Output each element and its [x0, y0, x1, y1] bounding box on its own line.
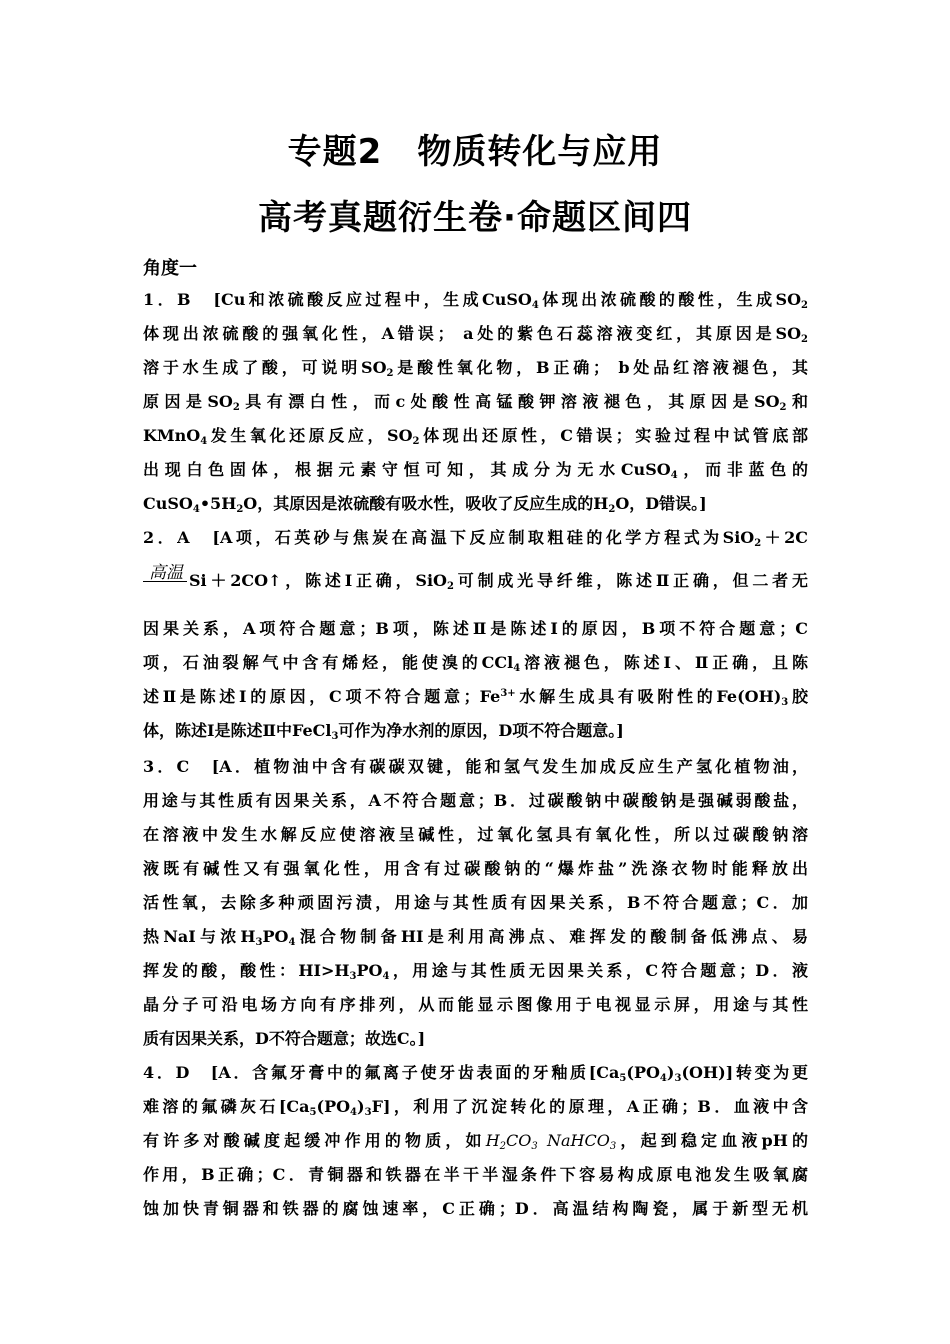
answer-2-line-3: 因果关系，A项符合题意；B项，陈述Ⅱ是陈述Ⅰ的原因，B项不符合题意；C: [143, 619, 808, 638]
answer-3-line-3: 在溶液中发生水解反应使溶液呈碱性，过氧化氢具有氧化性，所以过碳酸钠溶: [143, 825, 808, 844]
answer-3-line-9: 质有因果关系，D不符合题意；故选C。]: [143, 1029, 426, 1048]
answer-4-line-1: 4．D [A．含氟牙膏中的氟离子使牙齿表面的牙釉质$[Ca_5(PO_4)_3(OH)]$转变为更: [143, 1063, 808, 1084]
answer-4-line-3: 有许多对酸碱度起缓冲作用的物质，如$H_2CO_3$ NaHCO$_3$，起到稳定血液pH的: [143, 1131, 808, 1152]
answer-2-line-6: 体，陈述Ⅰ是陈述Ⅱ中FeCl$_3$可作为净水剂的原因，D项不符合题意。]: [143, 721, 624, 742]
document-title: 专题2 物质转化与应用: [287, 132, 663, 172]
document-subtitle: 高考真题衍生卷·命题区间四: [258, 198, 692, 238]
answer-1-line-1: 1．B [Cu和浓硫酸反应过程中，生成CuSO$_4$体现出浓硫酸的酸性，生成$SO_2$: [143, 290, 808, 311]
answer-3-line-1: 3．C [A．植物油中含有碳碳双键，能和氢气发生加成反应生产氢化植物油，: [143, 757, 808, 776]
answer-2-line-4: 项，石油裂解气中含有烯烃，能使溴的CCl$_4$溶液褪色，陈述Ⅰ、Ⅱ正确，且陈: [143, 653, 808, 674]
answer-2-line-1: 2．A [A项，石英砂与焦炭在高温下反应制取粗硅的化学方程式为SiO$_2$＋2C: [143, 528, 808, 549]
answer-3-line-7: 挥发的酸，酸性：$HI>H_3PO_4$，用途与其性质无因果关系，C符合题意；D．液: [143, 961, 808, 982]
answer-2-line-5: 述Ⅱ是陈述Ⅰ的原因，C项不符合题意；$Fe^{3+}$水解生成具有吸附性的$Fe(OH)_3$胶: [143, 687, 808, 708]
answer-3-line-2: 用途与其性质有因果关系，A不符合题意；B．过碳酸钠中碳酸钠是强碱弱酸盐，: [143, 791, 808, 810]
answer-1-line-3: 溶于水生成了酸，可说明$SO_2$是酸性氧化物，B正确； b处品红溶液褪色，其: [143, 358, 808, 379]
answer-4-line-4: 作用，B正确；C．青铜器和铁器在半干半湿条件下容易构成原电池发生吸氧腐: [143, 1165, 808, 1184]
answer-1-line-4: 原因是$SO_2$具有漂白性，而c处酸性高锰酸钾溶液褪色，其原因是$SO_2$和: [143, 392, 808, 413]
answer-3-line-8: 晶分子可沿电场方向有序排列，从而能显示图像用于电视显示屏，用途与其性: [143, 995, 808, 1014]
answer-3-line-4: 液既有碱性又有强氧化性，用含有过碳酸钠的“爆炸盐”洗涤衣物时能释放出: [143, 859, 808, 878]
reaction-arrow-line: [143, 581, 187, 582]
answer-4-line-2: 难溶的氟磷灰石$[Ca_5(PO_4)_3F]$，利用了沉淀转化的原理，A正确；B．血液中含: [143, 1097, 808, 1118]
answer-1-line-6: 出现白色固体，根据元素守恒可知，其成分为无水CuSO$_4$，而非蓝色的: [143, 460, 808, 481]
answer-1-line-7: $CuSO_4•5H_2O$，其原因是浓硫酸有吸水性，吸收了反应生成的$H_2O$，D错误。]: [143, 494, 707, 515]
answer-3-line-6: 热NaI与浓$H_3PO_4$混合物制备HI是利用高沸点、难挥发的酸制备低沸点、易: [143, 927, 808, 948]
answer-1-line-2: 体现出浓硫酸的强氧化性，A错误； a处的紫色石蕊溶液变红，其原因是$SO_2$: [143, 324, 808, 345]
answer-3-line-5: 活性氧，去除多种顽固污渍，用途与其性质有因果关系，B不符合题意；C．加: [143, 893, 808, 912]
answer-4-line-5: 蚀加快青铜器和铁器的腐蚀速率，C正确；D．高温结构陶瓷，属于新型无机: [143, 1199, 808, 1218]
section-label: 角度一: [143, 258, 197, 279]
answer-1-line-5: KMnO$_4$发生氧化还原反应，$SO_2$体现出还原性，C错误；实验过程中试管底部: [143, 426, 808, 447]
answer-2-line-2: Si＋2CO↑，陈述Ⅰ正确，SiO$_2$可制成光导纤维，陈述Ⅱ正确，但二者无: [189, 571, 808, 592]
reaction-condition: 高温: [149, 563, 183, 583]
